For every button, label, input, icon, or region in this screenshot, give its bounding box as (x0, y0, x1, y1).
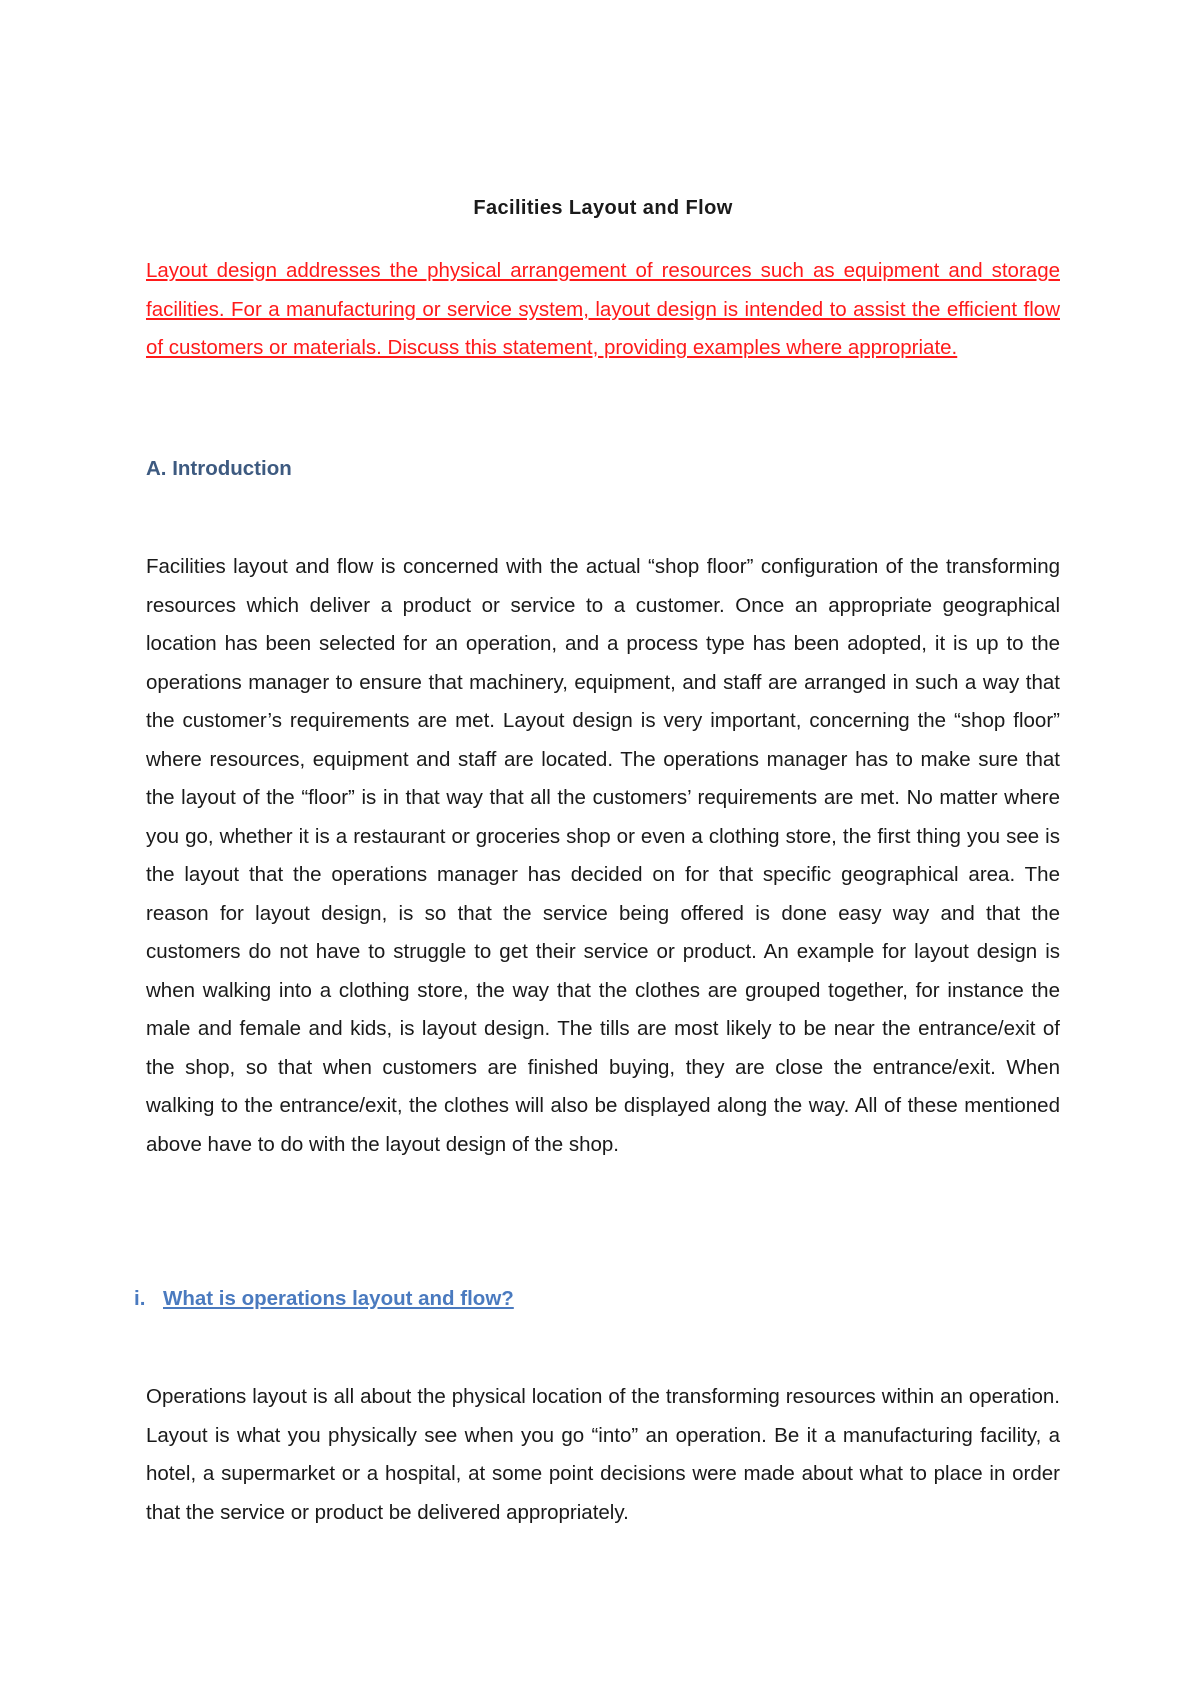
introduction-paragraph: Facilities layout and flow is concerned with the actual “shop floor” configuration of the transforming resources which deliver a product or service to a customer. Once an appropriate geographical location has been selected for an operation, and a process type has been adopted, it is up to the operations manager to ensure that machinery, equipment, and staff are arranged in such a way that the customer’s requirements are met. Layout design is very important, concerning the “shop floor” where resources, equipment and staff are located. The operations manager has to make sure that the layout of the “floor” is in that way that all the customers’ requirements are met. No matter where you go, whether it is a restaurant or groceries shop or even a clothing store, the first thing you see is the layout that the operations manager has decided on for that specific geographical area. The reason for layout design, is so that the service being offered is done easy way and that the customers do not have to struggle to get their service or product. An example for layout design is when walking into a clothing store, the way that the clothes are grouped together, for instance the male and female and kids, is layout design. The tills are most likely to be near the entrance/exit of the shop, so that when customers are finished buying, they are close the entrance/exit. When walking to the entrance/exit, the clothes will also be displayed along the way. All of these mentioned above have to do with the layout design of the shop. (146, 555, 1060, 1156)
subsection-number: i. (134, 1287, 146, 1310)
section-heading-introduction: A. Introduction (146, 457, 292, 480)
subsection-heading-layout-flow (134, 1287, 514, 1311)
operations-layout-paragraph: Operations layout is all about the physical location of the transforming resources within an operation. Layout is what you physically see when you go “into” an operation. Be it a manufacturing facility, a hotel, a supermarket or a hospital, at some point decisions were made about what to place in order that the service or product be delivered appropriately. (146, 1385, 1060, 1524)
essay-prompt: Layout design addresses the physical arrangement of resources such as equipment and storage facilities. For a manufacturing or service system, layout design is intended to assist the efficient flow of customers or materials. Discuss this statement, providing examples where appropriate. (146, 259, 1060, 359)
subsection-title: What is operations layout and flow? (163, 1287, 514, 1310)
document-title: Facilities Layout and Flow (473, 197, 733, 219)
